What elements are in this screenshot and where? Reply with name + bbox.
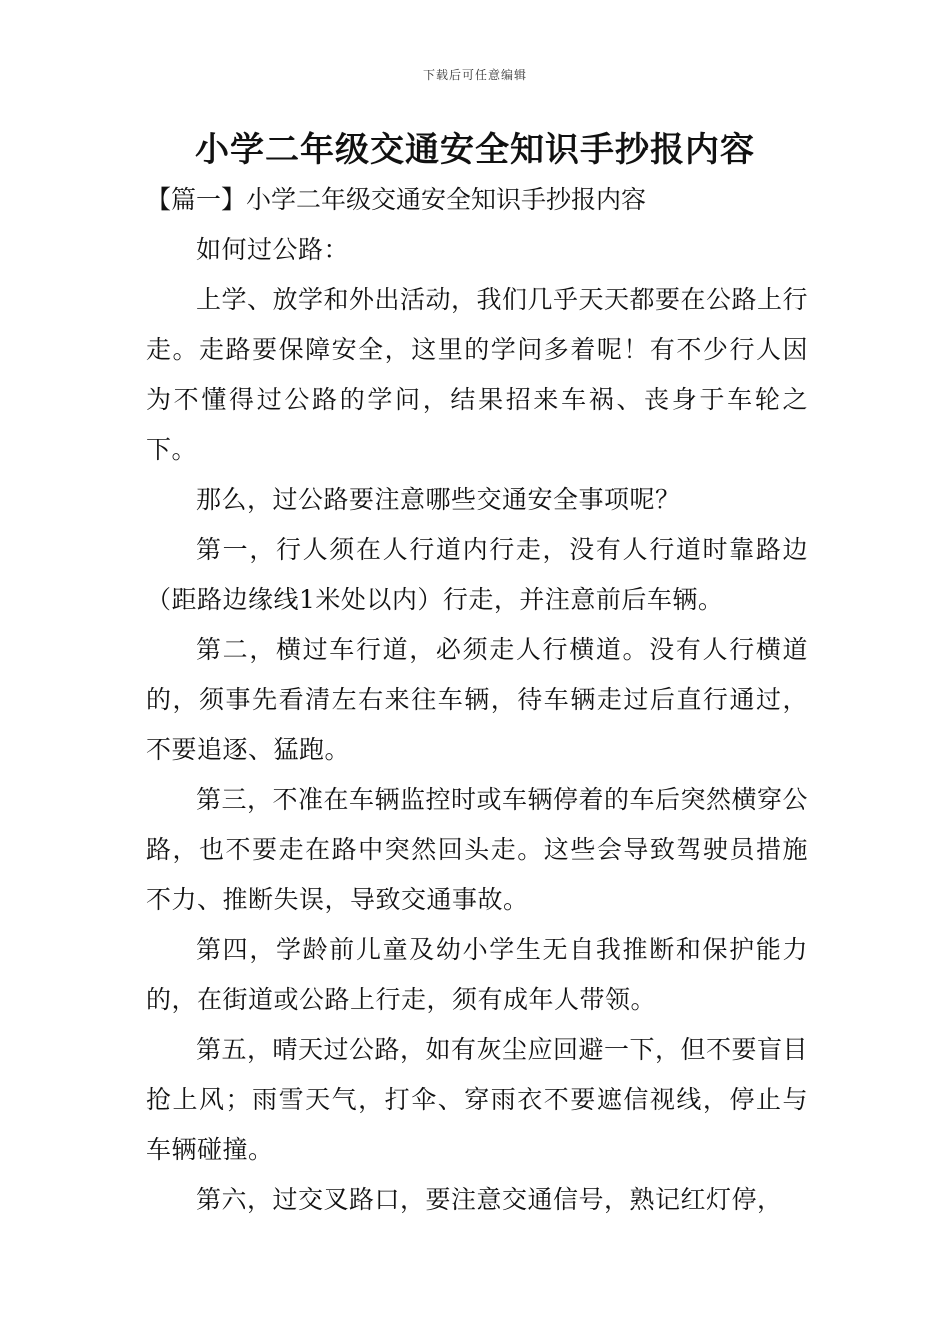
paragraph-heading: 如何过公路： [196,235,350,264]
paragraph: 第六，过交叉路口，要注意交通信号，熟记红灯停， [196,1185,783,1214]
body-text [146,225,808,1225]
paragraph: 上学、放学和外出活动，我们几乎天天都要在公路上行走。走路要保障安全，这里的学问多着呢！有不少行人因为不懂得过公路的学问，结果招来车祸、丧身于车轮之下。 [146,285,809,464]
paragraph: 第三，不准在车辆监控时或车辆停着的车后突然横穿公路，也不要走在路中突然回头走。这些会导致驾驶员措施不力、推断失误，导致交通事故。 [146,785,809,914]
paragraph: 第一，行人须在人行道内行走，没有人行道时靠路边（距路边缘线1米处以内）行走，并注意前后车辆。 [146,535,808,614]
header-note: 下载后可任意编辑 [422,68,527,82]
document-title: 小学二年级交通安全知识手抄报内容 [195,130,755,170]
paragraph: 第四，学龄前儿童及幼小学生无自我推断和保护能力的，在街道或公路上行走，须有成年人带领。 [146,935,808,1014]
section-heading: 【篇一】小学二年级交通安全知识手抄报内容 [146,185,647,214]
paragraph: 第五，晴天过公路，如有灰尘应回避一下，但不要盲目抢上风；雨雪天气，打伞、穿雨衣不要遮信视线，停止与车辆碰撞。 [146,1035,809,1164]
paragraph: 第二，横过车行道，必须走人行横道。没有人行横道的，须事先看清左右来往车辆，待车辆走过后直行通过，不要追逐、猛跑。 [146,635,808,764]
paragraph: 那么，过公路要注意哪些交通安全事项呢？ [196,485,681,514]
